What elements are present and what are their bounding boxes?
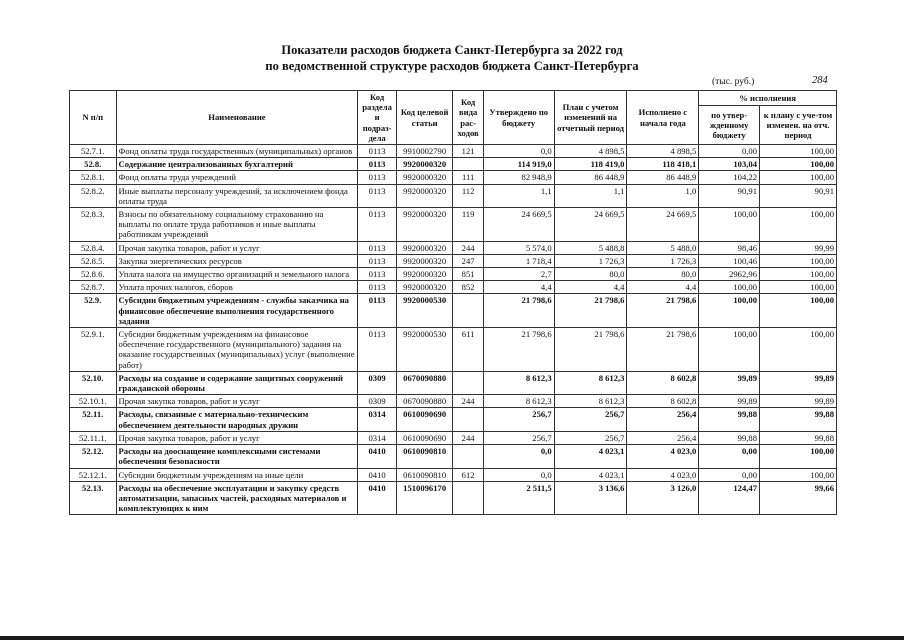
table-row xyxy=(70,184,837,207)
row-plan: 4 023,1 xyxy=(554,445,627,468)
row-target-code: 9920000320 xyxy=(396,241,453,254)
table-row xyxy=(70,445,837,468)
row-executed: 4,4 xyxy=(627,281,699,294)
row-number: 52.8.7. xyxy=(70,281,117,294)
header-expense-type-code: Код вида рас-ходов xyxy=(453,91,483,145)
row-expense-type-code xyxy=(453,445,483,468)
row-expense-type-code: 112 xyxy=(453,184,483,207)
row-number: 52.8.1. xyxy=(70,171,117,184)
row-approved: 24 669,5 xyxy=(483,208,554,242)
row-plan: 1 726,3 xyxy=(554,254,627,267)
row-pct-plan: 100,00 xyxy=(760,254,837,267)
row-target-code: 0670090880 xyxy=(396,395,453,408)
row-pct-plan: 99,89 xyxy=(760,371,837,394)
row-target-code: 9920000320 xyxy=(396,281,453,294)
row-number: 52.12.1. xyxy=(70,468,117,481)
row-pct-approved: 100,00 xyxy=(699,281,760,294)
row-number: 52.13. xyxy=(70,481,117,515)
row-target-code: 9920000320 xyxy=(396,184,453,207)
row-name: Уплата прочих налогов, сборов xyxy=(116,281,358,294)
row-approved: 4,4 xyxy=(483,281,554,294)
row-plan: 24 669,5 xyxy=(554,208,627,242)
row-pct-plan: 100,00 xyxy=(760,281,837,294)
row-target-code: 0610090810 xyxy=(396,468,453,481)
row-target-code: 9920000320 xyxy=(396,254,453,267)
page-bottom-edge xyxy=(0,636,904,640)
header-plan: План с учетом изменений на отчетный период xyxy=(554,91,627,145)
row-target-code: 0610090690 xyxy=(396,408,453,431)
row-pct-approved: 103,04 xyxy=(699,158,760,171)
row-name: Прочая закупка товаров, работ и услуг xyxy=(116,431,358,444)
row-pct-approved: 2962,96 xyxy=(699,268,760,281)
row-name: Фонд оплаты труда учреждений xyxy=(116,171,358,184)
row-target-code: 1510096170 xyxy=(396,481,453,515)
row-expense-type-code xyxy=(453,158,483,171)
row-target-code: 9910002790 xyxy=(396,145,453,158)
row-pct-plan: 99,89 xyxy=(760,395,837,408)
row-plan: 256,7 xyxy=(554,408,627,431)
row-approved: 21 798,6 xyxy=(483,294,554,328)
row-pct-approved: 90,91 xyxy=(699,184,760,207)
table-row xyxy=(70,481,837,515)
row-expense-type-code: 612 xyxy=(453,468,483,481)
row-name: Прочая закупка товаров, работ и услуг xyxy=(116,241,358,254)
row-pct-approved: 100,00 xyxy=(699,208,760,242)
row-number: 52.10. xyxy=(70,371,117,394)
row-expense-type-code: 247 xyxy=(453,254,483,267)
row-pct-approved: 100,00 xyxy=(699,328,760,372)
row-executed: 3 126,0 xyxy=(627,481,699,515)
row-executed: 256,4 xyxy=(627,431,699,444)
row-plan: 4,4 xyxy=(554,281,627,294)
table-row xyxy=(70,408,837,431)
table-row xyxy=(70,171,837,184)
row-approved: 1,1 xyxy=(483,184,554,207)
row-approved: 2 511,5 xyxy=(483,481,554,515)
units-label: (тыс. руб.) xyxy=(712,77,755,87)
row-section-code: 0113 xyxy=(358,184,396,207)
document-subtitle: по ведомственной структуре расходов бюджета Санкт-Петербурга xyxy=(265,59,639,73)
row-pct-plan: 99,99 xyxy=(760,241,837,254)
row-name: Расходы на создание и содержание защитных сооружений гражданской обороны xyxy=(116,371,358,394)
row-number: 52.8.5. xyxy=(70,254,117,267)
row-plan: 8 612,3 xyxy=(554,395,627,408)
row-executed: 1,0 xyxy=(627,184,699,207)
row-number: 52.12. xyxy=(70,445,117,468)
row-section-code: 0113 xyxy=(358,171,396,184)
document-title: Показатели расходов бюджета Санкт-Петербурга за 2022 год xyxy=(281,43,623,57)
header-approved: Утверждено по бюджету xyxy=(483,91,554,145)
row-target-code: 9920000320 xyxy=(396,158,453,171)
row-executed: 21 798,6 xyxy=(627,328,699,372)
row-target-code: 9920000320 xyxy=(396,268,453,281)
row-name: Уплата налога на имущество организаций и земельного налога xyxy=(116,268,358,281)
row-approved: 21 798,6 xyxy=(483,328,554,372)
row-name: Фонд оплаты труда государственных (муниципальных) органов xyxy=(116,145,358,158)
row-expense-type-code: 119 xyxy=(453,208,483,242)
row-pct-plan: 100,00 xyxy=(760,145,837,158)
row-section-code: 0113 xyxy=(358,294,396,328)
row-name: Субсидии бюджетным учреждениям на финансовое обеспечение государственного (муниципального) задания на оказание государственных (муниципальных) услуг (выполнение работ) xyxy=(116,328,358,372)
table-row xyxy=(70,468,837,481)
row-target-code: 9920000320 xyxy=(396,171,453,184)
row-executed: 5 488,0 xyxy=(627,241,699,254)
row-pct-approved: 0,00 xyxy=(699,445,760,468)
row-pct-approved: 99,88 xyxy=(699,408,760,431)
row-target-code: 9920000530 xyxy=(396,328,453,372)
row-expense-type-code: 111 xyxy=(453,171,483,184)
row-approved: 256,7 xyxy=(483,408,554,431)
table-row xyxy=(70,328,837,372)
row-number: 52.8.6. xyxy=(70,268,117,281)
row-expense-type-code xyxy=(453,371,483,394)
row-name: Иные выплаты персоналу учреждений, за исключением фонда оплаты труда xyxy=(116,184,358,207)
row-pct-plan: 100,00 xyxy=(760,171,837,184)
row-plan: 3 136,6 xyxy=(554,481,627,515)
row-executed: 4 898,5 xyxy=(627,145,699,158)
table-row xyxy=(70,241,837,254)
row-pct-approved: 104,22 xyxy=(699,171,760,184)
row-pct-approved: 99,89 xyxy=(699,395,760,408)
row-approved: 82 948,9 xyxy=(483,171,554,184)
row-section-code: 0113 xyxy=(358,241,396,254)
row-section-code: 0113 xyxy=(358,158,396,171)
row-pct-plan: 99,88 xyxy=(760,431,837,444)
row-pct-plan: 100,00 xyxy=(760,158,837,171)
row-approved: 8 612,3 xyxy=(483,395,554,408)
row-pct-plan: 99,66 xyxy=(760,481,837,515)
row-number: 52.9. xyxy=(70,294,117,328)
header-pct-plan: к плану с уче-том изменен. на отч. период xyxy=(760,106,837,145)
row-plan: 1,1 xyxy=(554,184,627,207)
table-row xyxy=(70,294,837,328)
row-section-code: 0314 xyxy=(358,431,396,444)
row-section-code: 0113 xyxy=(358,281,396,294)
header-section-code: Код раздела и подраз-дела xyxy=(358,91,396,145)
row-number: 52.8.2. xyxy=(70,184,117,207)
row-executed: 21 798,6 xyxy=(627,294,699,328)
row-section-code: 0410 xyxy=(358,445,396,468)
row-expense-type-code: 244 xyxy=(453,431,483,444)
header-row xyxy=(70,91,837,106)
row-number: 52.8. xyxy=(70,158,117,171)
row-section-code: 0113 xyxy=(358,145,396,158)
row-expense-type-code xyxy=(453,294,483,328)
row-executed: 86 448,9 xyxy=(627,171,699,184)
row-section-code: 0113 xyxy=(358,328,396,372)
row-expense-type-code: 852 xyxy=(453,281,483,294)
row-target-code: 0670090880 xyxy=(396,371,453,394)
row-name: Расходы на дооснащение комплексными системами обеспечения безопасности xyxy=(116,445,358,468)
row-target-code: 9920000320 xyxy=(396,208,453,242)
row-name: Расходы на обеспечение эксплуатации и закупку средств автоматизации, запасных частей, расходных материалов и комплектующих к ним xyxy=(116,481,358,515)
row-pct-plan: 100,00 xyxy=(760,294,837,328)
header-name: Наименование xyxy=(116,91,358,145)
row-executed: 8 602,8 xyxy=(627,371,699,394)
row-pct-approved: 100,46 xyxy=(699,254,760,267)
row-plan: 4 898,5 xyxy=(554,145,627,158)
row-approved: 0,0 xyxy=(483,145,554,158)
row-section-code: 0410 xyxy=(358,468,396,481)
row-pct-plan: 100,00 xyxy=(760,268,837,281)
row-number: 52.10.1. xyxy=(70,395,117,408)
row-executed: 80,0 xyxy=(627,268,699,281)
row-number: 52.8.4. xyxy=(70,241,117,254)
row-approved: 8 612,3 xyxy=(483,371,554,394)
row-pct-plan: 100,00 xyxy=(760,208,837,242)
row-pct-approved: 99,89 xyxy=(699,371,760,394)
row-executed: 4 023,0 xyxy=(627,445,699,468)
row-plan: 8 612,3 xyxy=(554,371,627,394)
row-section-code: 0309 xyxy=(358,395,396,408)
row-approved: 1 718,4 xyxy=(483,254,554,267)
table-row xyxy=(70,145,837,158)
row-plan: 5 488,8 xyxy=(554,241,627,254)
row-name: Закупка энергетических ресурсов xyxy=(116,254,358,267)
row-plan: 86 448,9 xyxy=(554,171,627,184)
row-pct-approved: 124,47 xyxy=(699,481,760,515)
row-pct-plan: 90,91 xyxy=(760,184,837,207)
row-expense-type-code: 244 xyxy=(453,395,483,408)
row-number: 52.7.1. xyxy=(70,145,117,158)
row-plan: 256,7 xyxy=(554,431,627,444)
row-executed: 118 418,1 xyxy=(627,158,699,171)
row-pct-plan: 99,88 xyxy=(760,408,837,431)
table-row xyxy=(70,431,837,444)
row-pct-approved: 100,00 xyxy=(699,294,760,328)
row-executed: 4 023,0 xyxy=(627,468,699,481)
row-executed: 24 669,5 xyxy=(627,208,699,242)
row-target-code: 0610090690 xyxy=(396,431,453,444)
row-executed: 8 602,8 xyxy=(627,395,699,408)
row-plan: 118 419,0 xyxy=(554,158,627,171)
table-row xyxy=(70,371,837,394)
row-pct-approved: 99,88 xyxy=(699,431,760,444)
row-expense-type-code xyxy=(453,408,483,431)
row-pct-plan: 100,00 xyxy=(760,468,837,481)
row-section-code: 0113 xyxy=(358,254,396,267)
row-name: Прочая закупка товаров, работ и услуг xyxy=(116,395,358,408)
row-pct-plan: 100,00 xyxy=(760,445,837,468)
row-expense-type-code xyxy=(453,481,483,515)
row-pct-plan: 100,00 xyxy=(760,328,837,372)
row-section-code: 0113 xyxy=(358,268,396,281)
row-name: Взносы по обязательному социальному страхованию на выплаты по оплате труда работников и иные выплаты работникам учреждений xyxy=(116,208,358,242)
row-approved: 256,7 xyxy=(483,431,554,444)
row-approved: 0,0 xyxy=(483,468,554,481)
row-plan: 80,0 xyxy=(554,268,627,281)
row-approved: 114 919,0 xyxy=(483,158,554,171)
row-section-code: 0314 xyxy=(358,408,396,431)
row-plan: 21 798,6 xyxy=(554,294,627,328)
row-section-code: 0113 xyxy=(358,208,396,242)
row-section-code: 0410 xyxy=(358,481,396,515)
row-number: 52.9.1. xyxy=(70,328,117,372)
row-plan: 4 023,1 xyxy=(554,468,627,481)
table-row xyxy=(70,281,837,294)
row-expense-type-code: 244 xyxy=(453,241,483,254)
header-target-code: Код целевой статьи xyxy=(396,91,453,145)
row-section-code: 0309 xyxy=(358,371,396,394)
table-body xyxy=(70,145,837,515)
row-expense-type-code: 851 xyxy=(453,268,483,281)
row-target-code: 9920000530 xyxy=(396,294,453,328)
row-expense-type-code: 121 xyxy=(453,145,483,158)
header-percent-group: % исполнения xyxy=(699,91,837,106)
row-approved: 0,0 xyxy=(483,445,554,468)
row-pct-approved: 98,46 xyxy=(699,241,760,254)
row-number: 52.11. xyxy=(70,408,117,431)
row-approved: 2,7 xyxy=(483,268,554,281)
row-number: 52.8.3. xyxy=(70,208,117,242)
table-row xyxy=(70,254,837,267)
table-row xyxy=(70,158,837,171)
row-name: Субсидии бюджетным учреждениям - службы заказчика на финансовое обеспечение выполнения государственного задания xyxy=(116,294,358,328)
table-row xyxy=(70,395,837,408)
table-row xyxy=(70,208,837,242)
header-executed: Исполнено с начала года xyxy=(627,91,699,145)
row-pct-approved: 0,00 xyxy=(699,145,760,158)
page-number: 284 xyxy=(812,75,828,86)
row-number: 52.11.1. xyxy=(70,431,117,444)
row-target-code: 0610090810 xyxy=(396,445,453,468)
row-name: Расходы, связанные с материально-техническим обеспечением деятельности народных дружин xyxy=(116,408,358,431)
row-name: Субсидии бюджетным учреждениям на иные цели xyxy=(116,468,358,481)
table-row xyxy=(70,268,837,281)
row-name: Содержание централизованных бухгалтерий xyxy=(116,158,358,171)
expenditure-table xyxy=(69,90,837,515)
row-plan: 21 798,6 xyxy=(554,328,627,372)
row-executed: 256,4 xyxy=(627,408,699,431)
row-pct-approved: 0,00 xyxy=(699,468,760,481)
row-executed: 1 726,3 xyxy=(627,254,699,267)
header-num: N п/п xyxy=(70,91,117,145)
row-expense-type-code: 611 xyxy=(453,328,483,372)
header-pct-approved: по утвер-жденному бюджету xyxy=(699,106,760,145)
row-approved: 5 574,0 xyxy=(483,241,554,254)
